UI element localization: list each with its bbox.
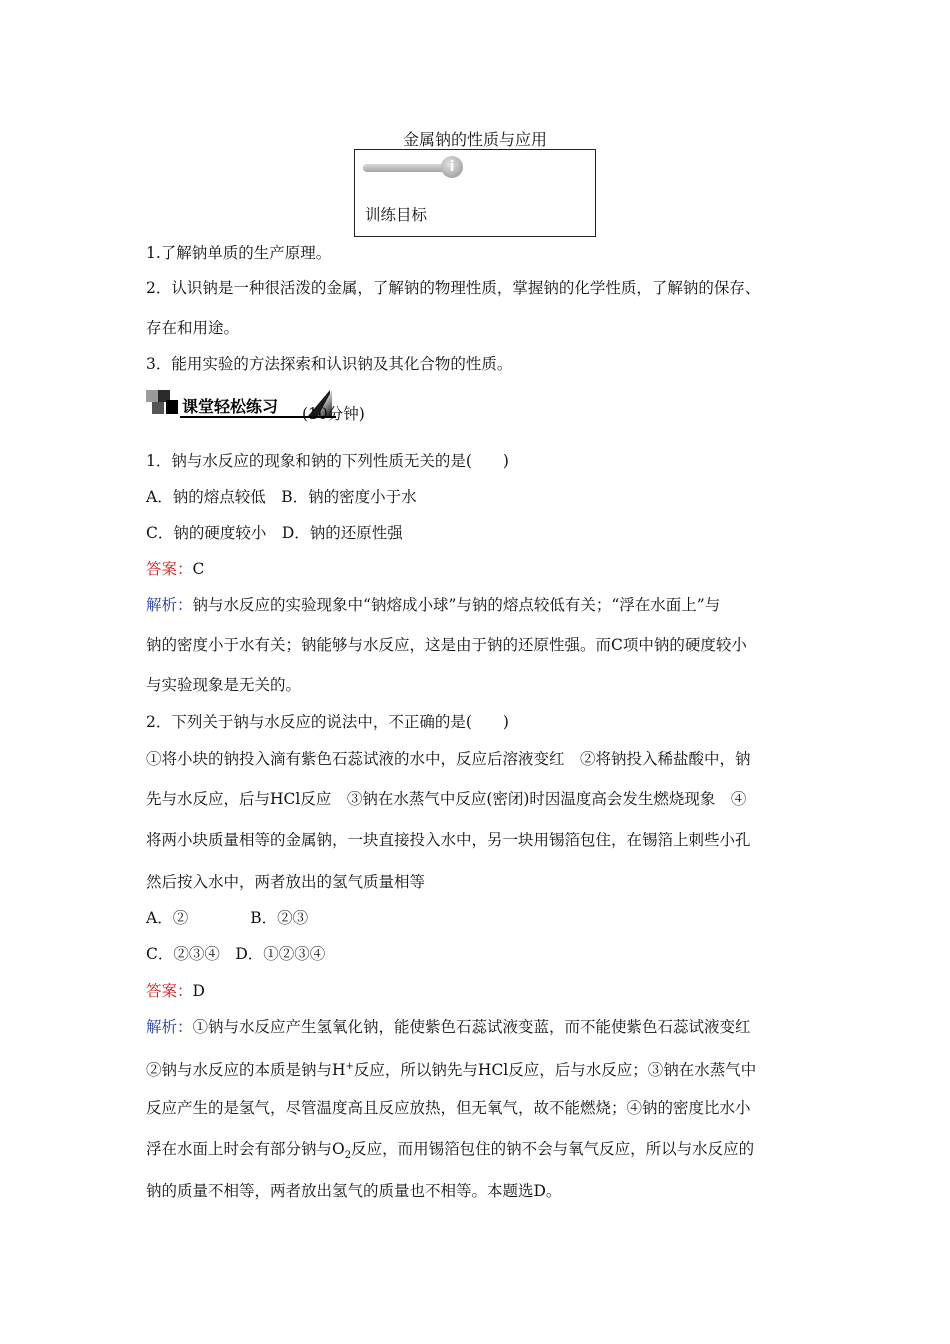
analysis-text: 浮在水面上时会有部分钠与O (146, 1140, 345, 1158)
analysis-text: ②钠与水反应的本质是钠与H (146, 1061, 346, 1080)
question-1-analysis-line: 钠的密度小于水有关；钠能够与水反应，这是由于钠的还原性强。而C项中钠的硬度较小 (146, 636, 747, 654)
goal-label: 训练目标 (365, 206, 428, 224)
question-2-statement: ①将小块的钠投入滴有紫色石蕊试液的水中，反应后溶液变红 ②将钠投入稀盐酸中，钠 (146, 750, 751, 768)
analysis-text: 反应，而用锡箔包住的钠不会与氧气反应，所以与水反应的 (351, 1140, 755, 1158)
question-2-stem: 2．下列关于钠与水反应的说法中，不正确的是( ) (146, 713, 509, 731)
question-2-analysis-line (146, 1057, 756, 1080)
analysis-label: 解析： (146, 596, 193, 614)
subscript: 2 (344, 1150, 352, 1162)
page-title: 金属钠的性质与应用 (402, 130, 547, 149)
answer-value: C (192, 560, 205, 578)
question-2-statement: 将两小块质量相等的金属钠，一块直接投入水中，另一块用锡箔包住，在锡箔上刺些小孔 (146, 831, 751, 849)
goal-item: 3．能用实验的方法探索和认识钠及其化合物的性质。 (146, 355, 513, 373)
section-time: (10分钟) (302, 405, 365, 423)
question-2-statement: 然后按入水中，两者放出的氢气质量相等 (146, 873, 426, 891)
analysis-text: ①钠与水反应产生氢氧化钠，能使紫色石蕊试液变蓝，而不能使紫色石蕊试液变红 (192, 1018, 751, 1036)
question-1-answer (146, 559, 204, 579)
question-2-options: A．② B．②③ (146, 909, 309, 927)
banner-square (152, 402, 164, 414)
question-2-analysis (146, 1017, 751, 1037)
training-goal-box (354, 149, 596, 237)
answer-label: 答案： (146, 560, 193, 578)
section-banner (146, 388, 406, 420)
answer-value: D (192, 982, 205, 1000)
goal-item: 2．认识钠是一种很活泼的金属，了解钠的物理性质，掌握钠的化学性质，了解钠的保存、 (146, 279, 761, 297)
question-1-analysis (146, 595, 720, 615)
question-2-statement: 先与水反应，后与HCl反应 ③钠在水蒸气中反应(密闭)时因温度高会发生燃烧现象 ④ (146, 790, 747, 808)
goal-item: 存在和用途。 (146, 319, 240, 337)
analysis-text: 钠与水反应的实验现象中“钠熔成小球”与钠的熔点较低有关；“浮在水面上”与 (192, 596, 721, 614)
banner-square (146, 390, 158, 402)
banner-square (166, 400, 178, 414)
superscript: + (345, 1061, 354, 1072)
question-2-analysis-line: 反应产生的是氢气，尽管温度高且反应放热，但无氧气，故不能燃烧；④钠的密度比水小 (146, 1099, 751, 1117)
analysis-label: 解析： (146, 1018, 193, 1036)
question-1-options: C．钠的硬度较小 D．钠的还原性强 (146, 524, 403, 542)
question-2-analysis-line (146, 1139, 754, 1166)
question-1-stem: 1．钠与水反应的现象和钠的下列性质无关的是( ) (146, 452, 509, 470)
question-2-answer (146, 981, 205, 1001)
section-title: 课堂轻松练习 (182, 397, 279, 416)
question-2-options: C．②③④ D．①②③④ (146, 945, 326, 963)
goal-item: 1.了解钠单质的生产原理。 (146, 244, 332, 262)
question-2-analysis-line: 钠的质量不相等，两者放出氢气的质量也不相等。本题选D。 (146, 1182, 562, 1200)
question-1-options: A．钠的熔点较低 B．钠的密度小于水 (146, 488, 417, 506)
info-icon: i (441, 156, 463, 178)
answer-label: 答案： (146, 982, 193, 1000)
question-1-analysis-line: 与实验现象是无关的。 (146, 676, 302, 694)
analysis-text: 反应，所以钠先与HCl反应，后与水反应；③钠在水蒸气中 (353, 1061, 757, 1080)
